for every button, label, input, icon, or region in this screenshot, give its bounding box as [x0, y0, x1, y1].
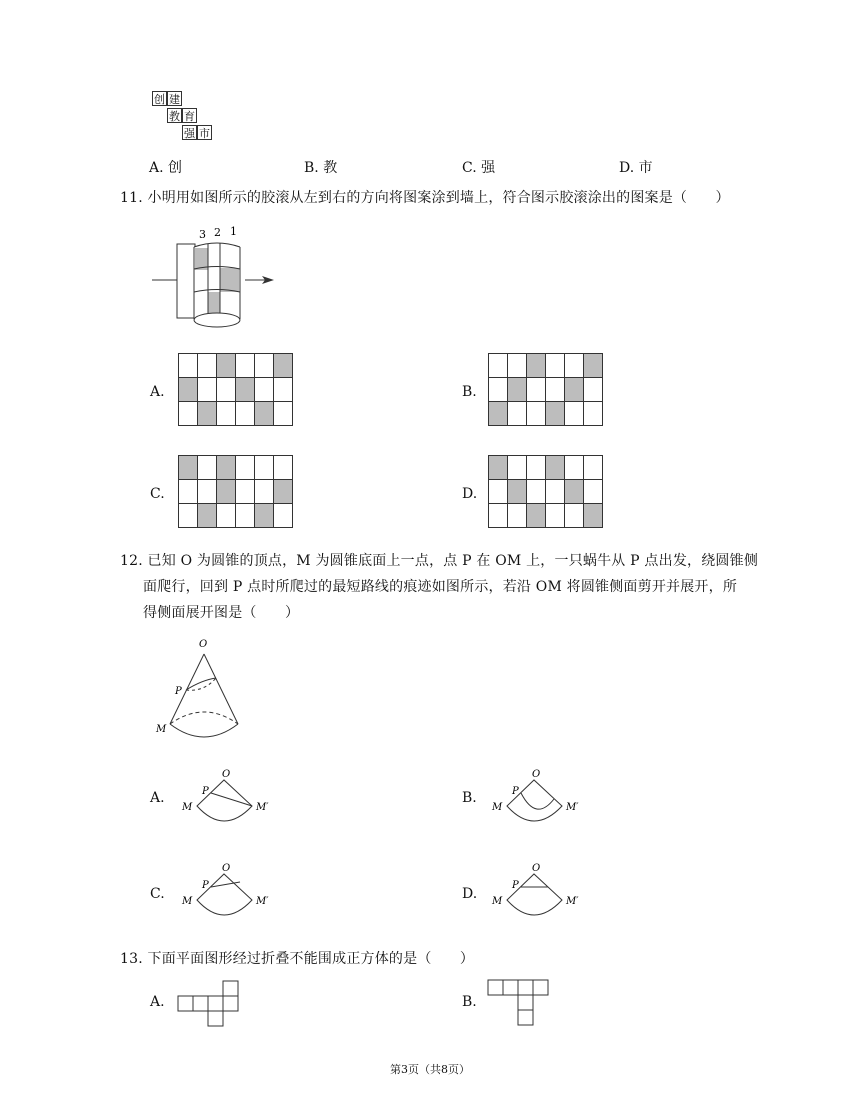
q12-option-d: D. [462, 886, 478, 902]
svg-text:P: P [512, 880, 519, 891]
grid-cell-shaded [255, 402, 274, 426]
q11-stem: 11. 小明用如图所示的胶滚从左到右的方向将图案涂到墙上，符合图示胶滚涂出的图案是（ ） [120, 190, 730, 206]
roller-label-1: 1 [230, 225, 237, 238]
q10-option-d: D. 市 [619, 160, 653, 176]
grid-cell [217, 402, 236, 426]
q13-net-a [176, 980, 246, 1028]
grid-cell-shaded [255, 504, 274, 528]
svg-text:O: O [222, 769, 231, 780]
grid-cell [255, 378, 274, 402]
grid-cell [546, 480, 565, 504]
grid-cell-shaded [565, 378, 584, 402]
cone-label-p: P [175, 686, 182, 697]
q12-stem-line1: 12. 已知 O 为圆锥的顶点，M 为圆锥底面上一点，点 P 在 OM 上，一只蜗牛从 P 点出发，绕圆锥侧 [120, 553, 759, 569]
svg-text:M′: M′ [566, 896, 579, 907]
svg-text:P: P [512, 786, 519, 797]
grid-cell [527, 402, 546, 426]
grid-cell [255, 354, 274, 378]
q10-option-c: C. 强 [462, 160, 496, 176]
q11-grid-d [488, 455, 603, 528]
q12-sector-d [488, 860, 588, 924]
q13-option-a: A. [150, 994, 165, 1010]
net-cell: 育 [184, 110, 195, 123]
grid-cell [508, 402, 527, 426]
grid-cell [546, 504, 565, 528]
grid-cell [179, 354, 198, 378]
grid-cell [489, 480, 508, 504]
svg-text:M′: M′ [566, 802, 579, 813]
grid-cell [565, 354, 584, 378]
grid-cell [274, 378, 293, 402]
grid-cell-shaded [179, 378, 198, 402]
q11-grid-c [178, 455, 293, 528]
q12-sector-c [178, 860, 278, 924]
grid-cell [236, 354, 255, 378]
q11-option-c-label: C. [150, 486, 165, 502]
grid-cell-shaded [489, 456, 508, 480]
grid-cell [584, 456, 603, 480]
q12-sector-b [488, 766, 588, 830]
grid-cell-shaded [527, 354, 546, 378]
grid-cell [584, 402, 603, 426]
grid-cell [217, 378, 236, 402]
q13-net-b [486, 978, 556, 1026]
grid-cell [508, 354, 527, 378]
grid-cell-shaded [274, 354, 293, 378]
grid-cell [179, 504, 198, 528]
grid-cell [198, 354, 217, 378]
svg-text:M′: M′ [256, 896, 269, 907]
svg-text:O: O [222, 863, 231, 874]
svg-text:M: M [182, 896, 193, 907]
grid-cell [236, 456, 255, 480]
grid-cell [584, 480, 603, 504]
grid-cell-shaded [546, 402, 565, 426]
grid-cell-shaded [546, 456, 565, 480]
grid-cell [198, 378, 217, 402]
grid-cell-shaded [489, 402, 508, 426]
grid-cell [274, 504, 293, 528]
cone-figure [150, 632, 250, 744]
q12-option-c: C. [150, 886, 165, 902]
grid-cell [198, 456, 217, 480]
grid-cell-shaded [217, 456, 236, 480]
grid-cell [255, 456, 274, 480]
grid-cell [236, 504, 255, 528]
q12-stem-line3: 得侧面展开图是（ ） [143, 605, 300, 621]
grid-cell [546, 378, 565, 402]
grid-cell [565, 402, 584, 426]
q12-option-b: B. [462, 790, 477, 806]
svg-text:P: P [202, 786, 209, 797]
q11-grid-b [488, 353, 603, 426]
grid-cell [546, 354, 565, 378]
grid-cell-shaded [565, 480, 584, 504]
net-cell: 创 [154, 93, 165, 106]
grid-cell-shaded [584, 354, 603, 378]
svg-text:M: M [182, 802, 193, 813]
q11-option-b-label: B. [462, 384, 477, 400]
svg-text:P: P [202, 880, 209, 891]
q10-option-b: B. 教 [304, 160, 338, 176]
net-cell: 强 [184, 127, 195, 140]
cone-label-m: M [156, 724, 167, 735]
grid-cell [527, 378, 546, 402]
grid-cell [179, 402, 198, 426]
grid-cell [565, 456, 584, 480]
q10-option-a: A. 创 [149, 160, 183, 176]
net-cell: 市 [199, 127, 210, 140]
grid-cell-shaded [179, 456, 198, 480]
grid-cell-shaded [236, 378, 255, 402]
q12-sector-a [178, 766, 278, 830]
grid-cell [255, 480, 274, 504]
grid-cell [527, 456, 546, 480]
grid-cell-shaded [198, 402, 217, 426]
q13-option-b: B. [462, 994, 477, 1010]
cone-label-o: O [199, 639, 208, 650]
grid-cell [584, 378, 603, 402]
grid-cell-shaded [217, 354, 236, 378]
svg-text:O: O [532, 863, 541, 874]
grid-cell [565, 504, 584, 528]
grid-cell [179, 480, 198, 504]
grid-cell-shaded [508, 378, 527, 402]
roller-figure [148, 222, 278, 334]
grid-cell [217, 504, 236, 528]
q12-option-a: A. [150, 790, 165, 806]
q11-option-d-label: D. [462, 486, 478, 502]
grid-cell [274, 402, 293, 426]
net-cell: 教 [169, 110, 180, 123]
grid-cell [527, 480, 546, 504]
grid-cell-shaded [274, 480, 293, 504]
grid-cell [274, 456, 293, 480]
grid-cell-shaded [217, 480, 236, 504]
svg-text:M′: M′ [256, 802, 269, 813]
svg-text:M: M [492, 896, 503, 907]
page-footer: 第3页（共8页） [390, 1063, 470, 1076]
grid-cell [236, 480, 255, 504]
grid-cell-shaded [508, 480, 527, 504]
grid-cell-shaded [527, 504, 546, 528]
grid-cell [508, 456, 527, 480]
grid-cell-shaded [198, 504, 217, 528]
q13-stem: 13. 下面平面图形经过折叠不能围成正方体的是（ ） [120, 951, 475, 967]
grid-cell [489, 378, 508, 402]
q11-option-a-label: A. [150, 384, 165, 400]
grid-cell-shaded [584, 504, 603, 528]
grid-cell [198, 480, 217, 504]
roller-label-2: 2 [214, 226, 221, 239]
q12-stem-line2: 面爬行，回到 P 点时所爬过的最短路线的痕迹如图所示，若沿 OM 将圆锥侧面剪开并展开，所 [143, 579, 738, 595]
net-cell: 建 [169, 93, 180, 106]
grid-cell [489, 504, 508, 528]
svg-text:O: O [532, 769, 541, 780]
grid-cell [508, 504, 527, 528]
q11-grid-a [178, 353, 293, 426]
grid-cell [236, 402, 255, 426]
roller-label-3: 3 [199, 228, 206, 241]
svg-text:M: M [492, 802, 503, 813]
grid-cell [489, 354, 508, 378]
